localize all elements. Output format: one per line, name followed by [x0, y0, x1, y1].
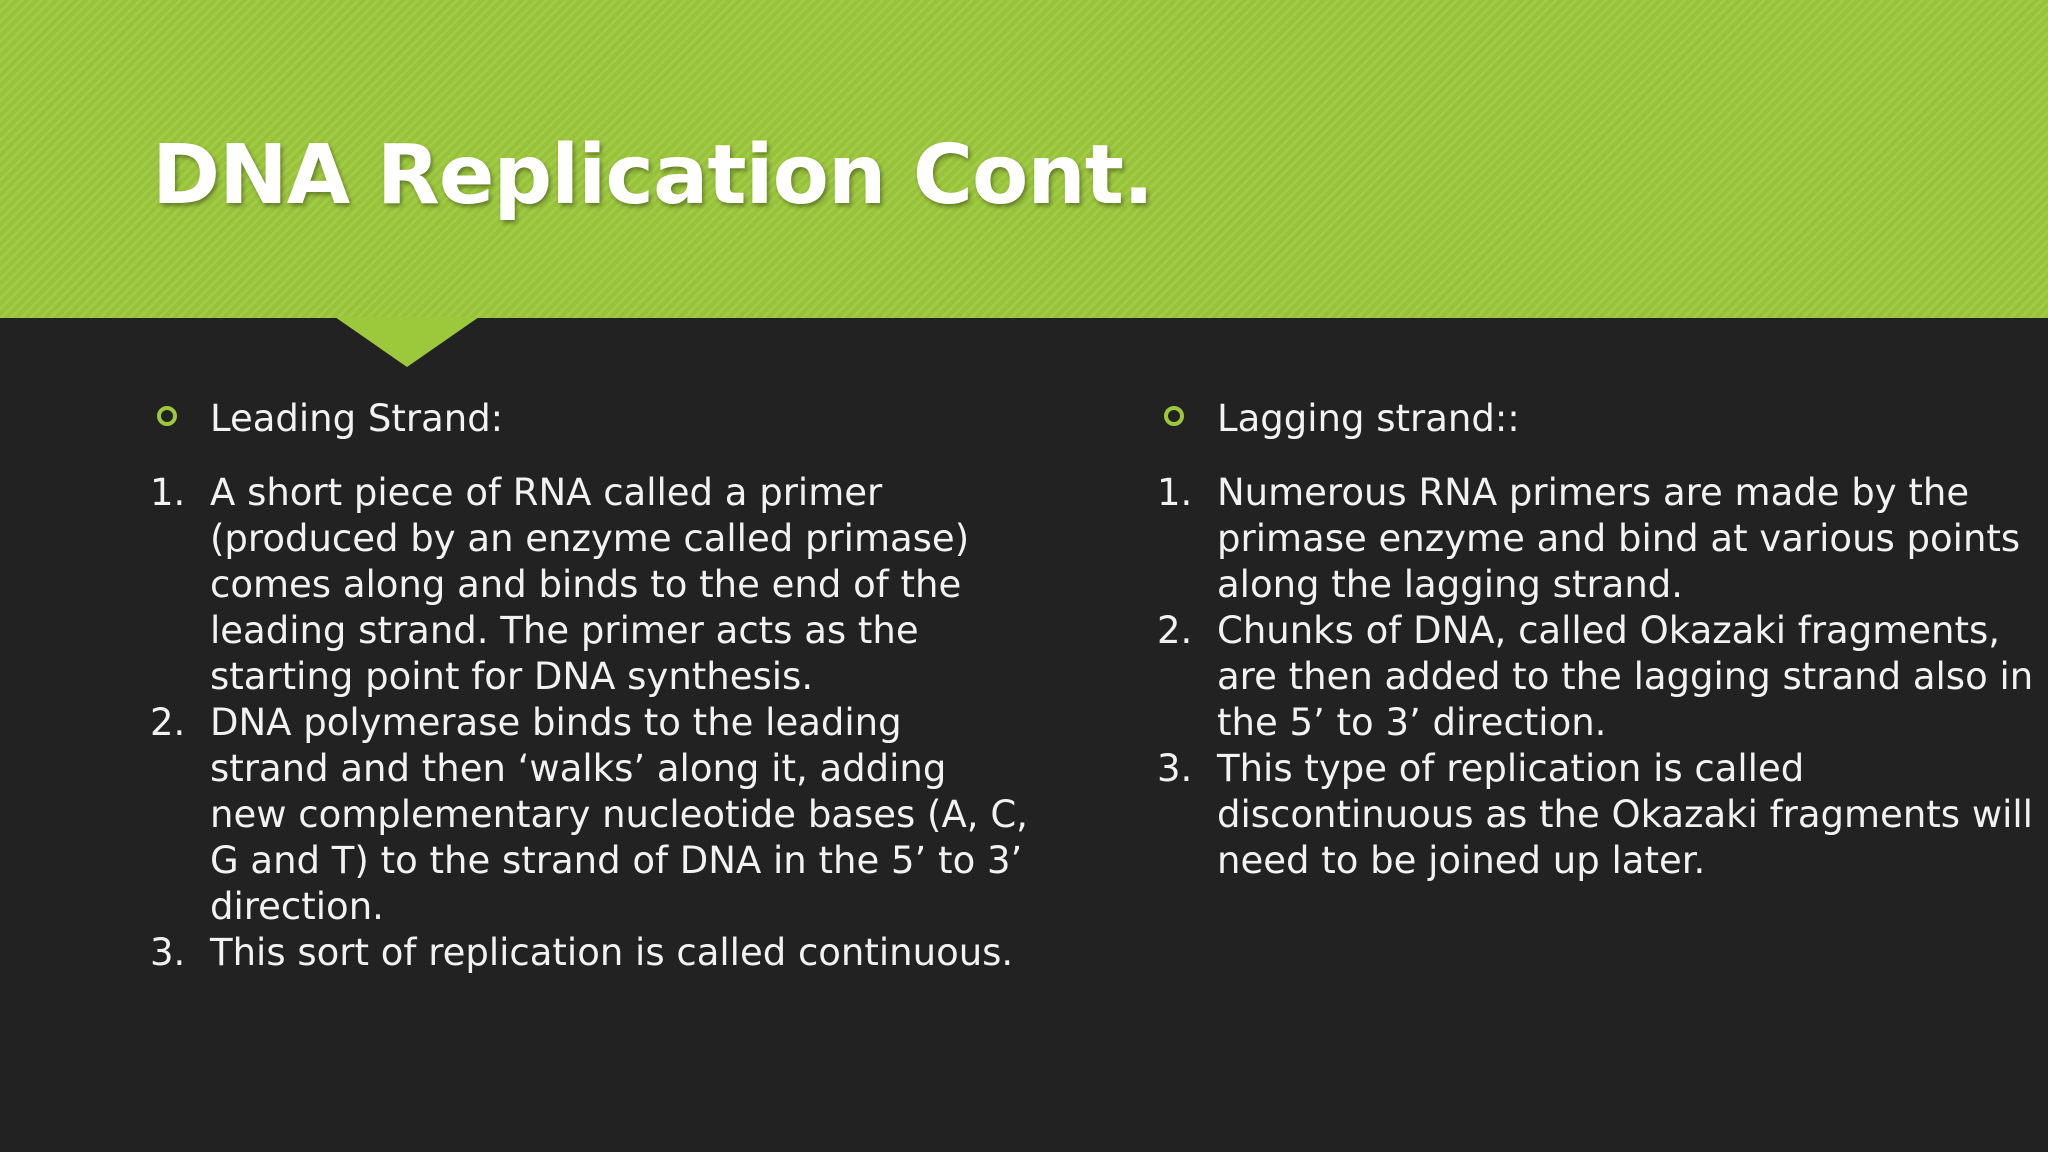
- slide-title: DNA Replication Cont.: [152, 128, 1154, 223]
- step-text: Chunks of DNA, called Okazaki fragments, are then added to the lagging strand also in the 5’ to 3’ direction.: [1217, 609, 2034, 744]
- step-number: 1.: [150, 471, 186, 514]
- title-band-pointer: [335, 317, 479, 367]
- step-number: 2.: [150, 701, 186, 744]
- list-item: [1157, 746, 2037, 884]
- leading-strand-heading: [150, 396, 1030, 448]
- ring-bullet-icon: [1164, 406, 1184, 426]
- leading-strand-column: [150, 396, 1030, 976]
- list-item: [150, 700, 1030, 930]
- step-number: 3.: [1157, 747, 1193, 790]
- step-text: Numerous RNA primers are made by the primase enzyme and bind at various points along the lagging strand.: [1217, 471, 2021, 606]
- lagging-strand-heading: [1157, 396, 2037, 448]
- ring-bullet-icon: [157, 406, 177, 426]
- lagging-strand-heading-text: Lagging strand::: [1217, 397, 1520, 440]
- list-item: [1157, 608, 2037, 746]
- step-text: DNA polymerase binds to the leading strand and then ‘walks’ along it, adding new complementary nucleotide bases (A, C, G and T) to the strand of DNA in the 5’ to 3’ direction.: [210, 701, 1028, 928]
- leading-strand-steps: [150, 470, 1030, 976]
- step-text: This type of replication is called discontinuous as the Okazaki fragments will need to be joined up later.: [1217, 747, 2033, 882]
- lagging-strand-column: [1157, 396, 2037, 884]
- step-number: 1.: [1157, 471, 1193, 514]
- list-item: [150, 930, 1030, 976]
- list-item: [150, 470, 1030, 700]
- lagging-strand-steps: [1157, 470, 2037, 884]
- step-number: 3.: [150, 931, 186, 974]
- step-number: 2.: [1157, 609, 1193, 652]
- step-text: This sort of replication is called continuous.: [210, 931, 1014, 974]
- leading-strand-heading-text: Leading Strand:: [210, 397, 504, 440]
- step-text: A short piece of RNA called a primer (produced by an enzyme called primase) comes along and binds to the end of the leading strand. The primer acts as the starting point for DNA synthesis.: [210, 471, 970, 698]
- list-item: [1157, 470, 2037, 608]
